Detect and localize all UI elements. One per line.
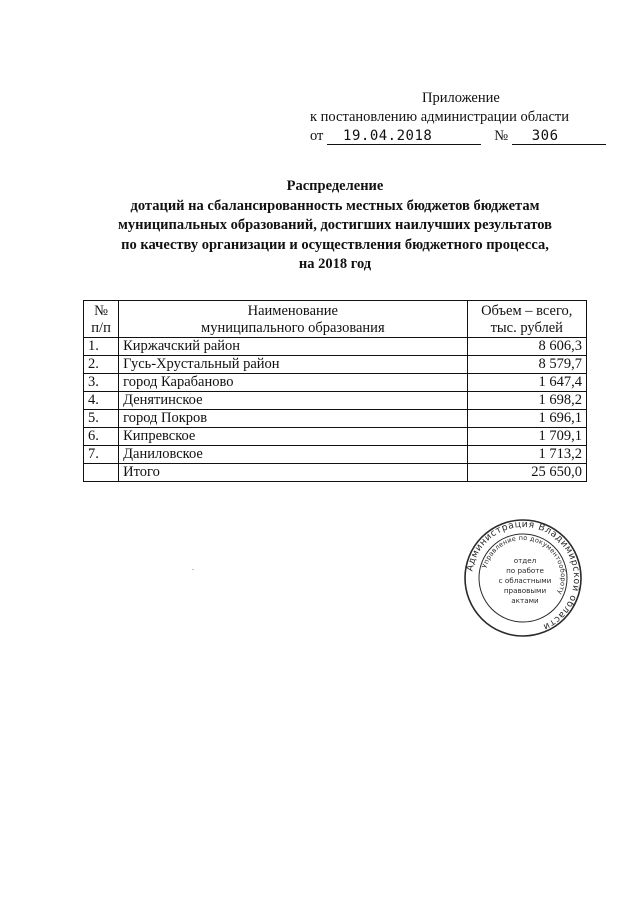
table-row <box>84 446 587 464</box>
row-name: Гусь-Хрустальный район <box>119 356 467 374</box>
from-label: от <box>310 128 324 144</box>
row-amount: 1 709,1 <box>467 428 587 446</box>
title-line: муниципальных образований, достигших наилучших результатов <box>117 217 552 233</box>
table-row <box>84 356 587 374</box>
table-total-row <box>84 464 587 482</box>
stamp-center-text <box>499 556 552 605</box>
document-title <box>90 177 580 275</box>
stamp-inner-ring-text: Управление по документообороту <box>480 533 568 596</box>
row-amount: 8 579,7 <box>467 356 587 374</box>
row-num: 7. <box>84 446 119 464</box>
row-name: Денятинское <box>119 392 467 410</box>
table-row <box>84 374 587 392</box>
row-amount: 8 606,3 <box>467 338 587 356</box>
header-num: № п/п <box>84 301 119 338</box>
row-name: Киржачский район <box>119 338 467 356</box>
title-line: на 2018 год <box>298 256 372 272</box>
svg-text:с областными: с областными <box>498 576 552 585</box>
row-name: Кипревское <box>119 428 467 446</box>
title-line: по качеству организации и осуществления бюджетного процесса, <box>121 236 549 253</box>
number-label: № <box>494 128 509 144</box>
svg-text:отдел: отдел <box>513 556 537 565</box>
table-row <box>84 428 587 446</box>
row-name: город Карабаново <box>119 374 467 392</box>
distribution-table <box>83 300 587 482</box>
official-stamp <box>463 518 583 638</box>
svg-text:по работе: по работе <box>506 566 544 575</box>
total-label: Итого <box>119 464 467 482</box>
appendix-title: Приложение <box>422 90 500 106</box>
table-row <box>84 392 587 410</box>
row-num: 4. <box>84 392 119 410</box>
resolution-reference: к постановлению администрации области <box>310 109 570 125</box>
total-num-empty <box>84 464 119 482</box>
row-num: 6. <box>84 428 119 446</box>
row-amount: 1 647,4 <box>467 374 587 392</box>
row-num: 5. <box>84 410 119 428</box>
row-amount: 1 696,1 <box>467 410 587 428</box>
total-amount: 25 650,0 <box>467 464 587 482</box>
table-header-row <box>84 301 587 338</box>
resolution-number: 306 <box>512 128 606 145</box>
header-amount: Объем – всего, тыс. рублей <box>467 301 587 338</box>
row-amount: 1 713,2 <box>467 446 587 464</box>
row-num: 3. <box>84 374 119 392</box>
title-line: дотаций на сбалансированность местных бюджетов бюджетам <box>130 197 540 214</box>
stamp-outer-ring-text: Администрация Владимирской области <box>464 518 583 633</box>
row-name: город Покров <box>119 410 467 428</box>
table-row <box>84 338 587 356</box>
scan-speck <box>192 569 194 570</box>
row-num: 1. <box>84 338 119 356</box>
svg-text:актами: актами <box>511 596 539 605</box>
row-num: 2. <box>84 356 119 374</box>
table-row <box>84 410 587 428</box>
row-name: Даниловское <box>119 446 467 464</box>
header-name: Наименование муниципального образования <box>119 301 467 338</box>
date-number-line <box>310 128 606 145</box>
resolution-date: 19.04.2018 <box>327 128 481 145</box>
row-amount: 1 698,2 <box>467 392 587 410</box>
title-line: Распределение <box>286 178 384 194</box>
svg-text:правовыми: правовыми <box>503 586 547 595</box>
